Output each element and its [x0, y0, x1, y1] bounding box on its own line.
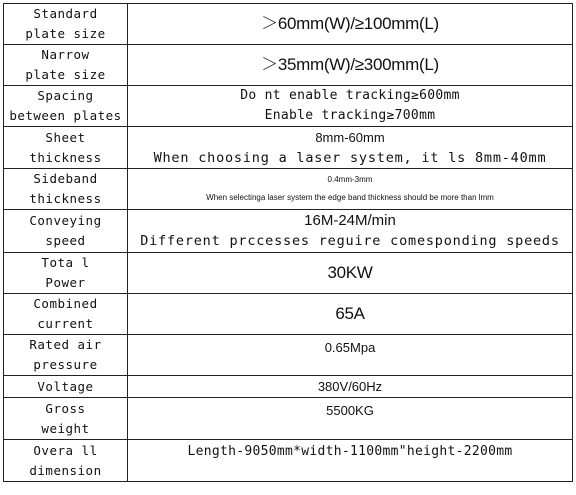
row-value-line: 8mm-60mm [315, 129, 385, 145]
row-label-line: Power [45, 275, 86, 290]
row-value-cell [128, 45, 573, 86]
row-value-cell [128, 294, 573, 335]
row-label-line: weight [41, 420, 90, 436]
row-label-line: pressure [33, 357, 98, 372]
row-label-line: thickness [29, 149, 102, 165]
row-label-line: Gross [45, 400, 86, 416]
row-label-line: Rated air [29, 337, 102, 352]
table-row [4, 253, 573, 294]
row-value-cell [128, 169, 573, 210]
row-label-cell [4, 45, 128, 86]
row-label-line: Tota l [41, 255, 90, 270]
row-label-line: Spacing [37, 88, 94, 103]
row-label-line: plate size [25, 67, 106, 82]
row-value-line: Enable tracking≥700mm [264, 108, 436, 123]
row-label-line: Standard [33, 6, 98, 21]
row-label-cell [4, 294, 128, 335]
table-row [4, 169, 573, 210]
row-label-cell [4, 210, 128, 253]
row-value-cell [128, 335, 573, 376]
row-label-line: Sheet [45, 129, 86, 145]
table-row [4, 127, 573, 169]
row-label-line: plate size [25, 26, 106, 41]
row-value-cell [128, 86, 573, 127]
row-label-cell [4, 86, 128, 127]
row-label-line: Overa ll [33, 442, 98, 458]
row-label-cell [4, 440, 128, 482]
row-label-cell [4, 4, 128, 45]
row-label-cell [4, 169, 128, 210]
row-label-line: Narrow [41, 47, 90, 62]
row-value-cell [128, 253, 573, 294]
row-label-line: Combined [33, 296, 98, 311]
row-label-line: between plates [9, 108, 122, 123]
row-value-cell [128, 210, 573, 253]
row-value-cell [128, 398, 573, 440]
row-value-line: Different prccesses reguire comesponding speeds [140, 233, 560, 249]
table-row [4, 294, 573, 335]
row-label-line: Voltage [37, 378, 94, 394]
row-value-line: ＞60mm(W)/≥100mm(L) [261, 14, 439, 33]
row-label-line: dimension [29, 462, 102, 478]
table-row [4, 440, 573, 482]
row-value-cell [128, 127, 573, 169]
table-row [4, 398, 573, 440]
row-label-line: speed [45, 233, 86, 248]
row-value-line: 0.65Mpa [324, 340, 376, 355]
table-row [4, 4, 573, 45]
row-label-cell [4, 127, 128, 169]
row-label-cell [4, 335, 128, 376]
row-value-line: 380V/60Hz [317, 378, 383, 394]
row-value-line: 16M-24M/min [304, 212, 396, 229]
row-value-line: 0.4mm-3mm [327, 175, 373, 184]
row-value-line: 65A [335, 304, 365, 323]
specification-table [3, 3, 573, 482]
table-row [4, 210, 573, 253]
row-label-line: current [37, 316, 94, 331]
row-label-line: Conveying [29, 213, 102, 228]
table-row [4, 376, 573, 398]
row-value-cell [128, 376, 573, 398]
table-row [4, 86, 573, 127]
table-row [4, 45, 573, 86]
row-value-line: Do nt enable tracking≥600mm [240, 88, 460, 103]
row-label-line: thickness [29, 191, 102, 206]
row-value-line: ＞35mm(W)/≥300mm(L) [261, 55, 439, 74]
row-label-line: Sideband [33, 171, 98, 186]
row-label-cell [4, 398, 128, 440]
row-value-line: 30KW [327, 263, 373, 282]
row-value-cell [128, 440, 573, 482]
row-value-line: Length-9050mm*width-1100mm"height-2200mm [187, 444, 513, 459]
table-row [4, 335, 573, 376]
row-value-line: When choosing a laser system, it ls 8mm-40mm [153, 149, 547, 166]
row-value-line: When selectinga laser system the edge band thickness should be more than lmm [206, 193, 494, 202]
row-value-cell [128, 4, 573, 45]
row-value-line: 5500KG [326, 403, 374, 418]
row-label-cell [4, 253, 128, 294]
row-label-cell [4, 376, 128, 398]
